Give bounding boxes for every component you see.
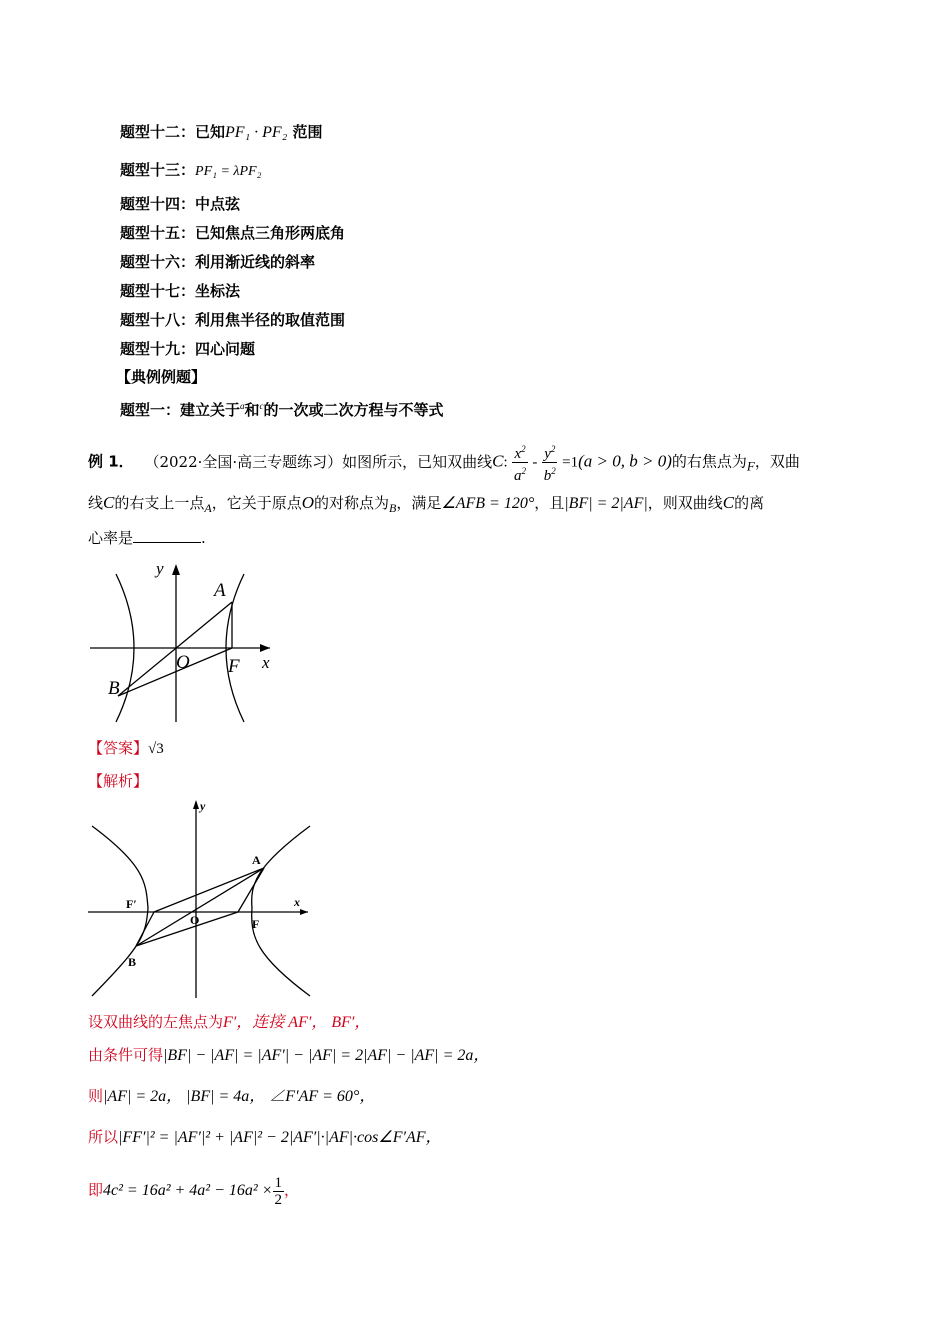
var-c: c	[259, 401, 264, 411]
solution-prefix: 则	[88, 1087, 104, 1105]
solution-line-5	[88, 1170, 299, 1211]
toc-text: 已知焦点三角形两底角	[195, 224, 346, 242]
solution-prefix: 设双曲线的左焦点为	[88, 1013, 224, 1031]
label-x: x	[262, 653, 270, 672]
toc-item-13	[120, 160, 261, 182]
example-text: ，它关于原点	[211, 494, 302, 512]
solution-math: 4c² = 16a² + 4a² − 16a² ×	[103, 1182, 273, 1199]
example-text: 的对称点为	[314, 494, 390, 512]
angle-condition: ∠AFB = 120°	[441, 495, 535, 512]
toc-item-17	[120, 281, 240, 301]
label-a: A	[214, 580, 226, 601]
toc-label: 题型十九：	[120, 340, 196, 358]
solution-math: |FF′|² = |AF′|² + |AF|² − 2|AF′|·|AF|·cos∠F′AF，	[118, 1129, 442, 1146]
solution-end: ，	[284, 1181, 300, 1199]
point-a: A	[204, 501, 212, 515]
example-text: 的离	[734, 494, 765, 512]
condition: (a > 0, b > 0)	[578, 451, 672, 471]
toc-math: PF₁ = λPF₂	[195, 164, 262, 179]
curve-symbol: C	[722, 493, 735, 512]
type1-label: 题型一：	[120, 401, 181, 419]
type1-heading	[120, 396, 444, 420]
toc-item-15	[120, 223, 345, 243]
hyperbola-figure-1	[88, 556, 283, 726]
solution-prefix: 所以	[88, 1128, 119, 1146]
type1-text: 建立关于	[180, 401, 241, 419]
toc-text: 利用渐近线的斜率	[195, 253, 316, 271]
toc-suffix: 范围	[287, 123, 323, 141]
toc-math: PF₁ · PF₂	[225, 124, 288, 141]
solution-math: |BF| − |AF| = |AF′| − |AF| = 2|AF| − |AF| = 2a，	[163, 1047, 490, 1064]
toc-item-12	[120, 122, 322, 143]
toc-label: 题型十八：	[120, 311, 196, 329]
segment-af	[238, 868, 264, 912]
toc-text: 已知	[195, 123, 226, 141]
solution-line-1	[88, 1012, 370, 1033]
fraction-y2-b2: $\frac{y^2}{b^2}$	[542, 441, 557, 484]
example-line-1: 例 1． （2022·全国·高三专题练习）如图所示，已知双曲线C: $\frac{x^2}{a^2}$ - $\frac{y^2}{b^2}$ =1(a > 0, b > 0)的右焦点为$_F$，双曲	[88, 441, 800, 484]
label-a: A	[252, 853, 261, 867]
fraction-denominator: 2	[274, 1191, 282, 1208]
toc-text: 中点弦	[195, 195, 241, 213]
label-y: y	[200, 799, 206, 813]
toc-text: 四心问题	[195, 340, 256, 358]
segment-ab	[136, 868, 264, 946]
section-heading: 【典例例题】	[116, 368, 207, 386]
toc-item-18	[120, 310, 345, 330]
example-text: ，满足	[396, 494, 442, 512]
example-text: 心率是	[88, 529, 134, 547]
toc-label: 题型十二：	[120, 123, 196, 141]
segment-bf	[118, 648, 232, 696]
toc-text: 坐标法	[195, 282, 241, 300]
solution-math: F′，连接 AF′， BF′，	[223, 1014, 371, 1031]
fraction-numerator: 1	[274, 1174, 282, 1191]
label-y: y	[156, 559, 164, 578]
toc-label: 题型十四：	[120, 195, 196, 213]
label-o: O	[176, 652, 190, 673]
fraction-x2-a2: $\frac{x^2}{a^2}$	[512, 441, 527, 484]
answer-label: 【答案】	[88, 739, 149, 757]
curve-symbol: C	[492, 451, 504, 471]
left-branch	[92, 826, 148, 996]
y-axis-arrow	[193, 800, 199, 809]
type1-text: 的一次或二次方程与不等式	[263, 401, 444, 419]
toc-label: 题型十七：	[120, 282, 196, 300]
focus-symbol: F	[746, 458, 755, 474]
label-o: O	[190, 913, 200, 927]
solution-math: |AF| = 2a， |BF| = 4a， ∠F′AF = 60°，	[103, 1088, 376, 1105]
segment-af2	[154, 868, 264, 912]
x-axis-arrow	[260, 644, 270, 652]
solution-prefix: 即	[88, 1181, 104, 1199]
toc-item-16	[120, 252, 315, 272]
solution-line-2	[88, 1045, 489, 1066]
toc-item-14	[120, 194, 240, 214]
y-axis-arrow	[172, 564, 180, 575]
label-f: F	[228, 656, 240, 677]
label-b: B	[128, 955, 137, 969]
toc-label: 题型十五：	[120, 224, 196, 242]
analysis-label: 【解析】	[88, 772, 149, 790]
answer-value: √3	[148, 741, 164, 757]
length-relation: |BF| = 2|AF|	[564, 495, 648, 512]
origin-symbol: O	[301, 493, 315, 512]
example-text: ，且	[534, 494, 565, 512]
hyperbola-figure-2	[86, 796, 316, 1001]
example-text: ，则双曲线	[647, 494, 723, 512]
curve-symbol: C	[103, 493, 115, 512]
label-b: B	[108, 678, 120, 699]
example-label: 例 1．	[88, 452, 134, 471]
var-a: a	[240, 401, 245, 411]
label-f: F	[252, 917, 260, 931]
example-text: 线	[88, 494, 104, 512]
solution-line-4	[88, 1127, 442, 1148]
x-axis-arrow	[300, 909, 308, 915]
solution-line-3	[88, 1086, 375, 1107]
example-text: 的右焦点为	[671, 452, 747, 471]
toc-text: 利用焦半径的取值范围	[195, 311, 346, 329]
toc-label: 题型十三：	[120, 161, 196, 179]
toc-label: 题型十六：	[120, 253, 196, 271]
example-line-3	[88, 528, 206, 548]
answer-blank	[133, 528, 201, 543]
toc-item-19	[120, 339, 255, 359]
type1-text: 和	[244, 401, 260, 419]
fraction-one-half	[273, 1175, 285, 1208]
point-b: B	[389, 501, 397, 515]
example-line-2	[88, 493, 764, 518]
example-source: （2022·全国·高三专题练习）如图所示，已知双曲线	[144, 452, 493, 471]
answer-line	[88, 738, 164, 759]
example-text: ，双曲	[754, 452, 800, 471]
segment-ab	[118, 602, 232, 696]
example-text: 的右支上一点	[114, 494, 205, 512]
label-x: x	[294, 895, 300, 909]
example-text: .	[201, 529, 206, 547]
label-f-prime: F′	[126, 897, 137, 911]
solution-prefix: 由条件可得	[88, 1046, 164, 1064]
